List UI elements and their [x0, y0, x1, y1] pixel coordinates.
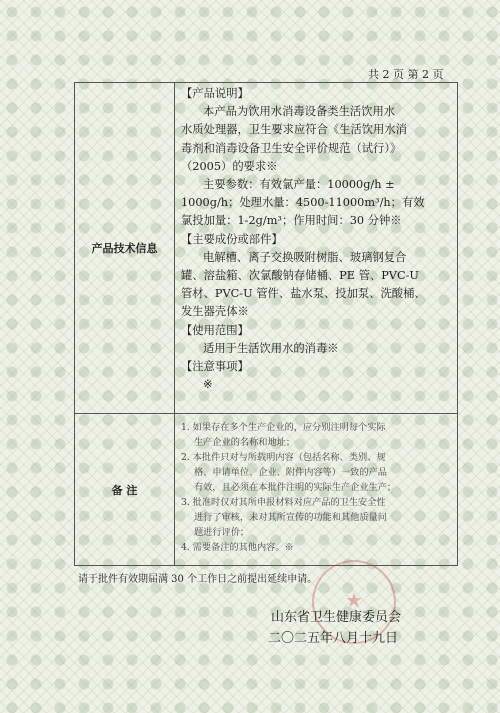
remark-line: 生产企业的名称和地址；	[194, 437, 296, 448]
product-info-label: 产品技术信息	[75, 83, 175, 413]
product-description-line: （2005）的要求※	[181, 159, 278, 173]
components-line: 电解槽、离子交换吸附树脂、玻璃钢复合	[203, 250, 407, 264]
remark-line: 进行了审核，未对其所宣传的功能和其他质量问	[194, 512, 387, 523]
section-heading-precautions: 【注意事项】	[181, 360, 249, 374]
section-heading-components: 【主要成份或部件】	[181, 232, 283, 246]
section-heading-product-description: 【产品说明】	[181, 87, 249, 100]
remark-line: 3. 批准时仅对其所申报材料对应产品的卫生安全性	[181, 497, 386, 508]
product-info-content	[175, 83, 457, 413]
main-parameters-line: 1000g/h；处理水量：4500-11000m³/h；有效	[181, 196, 425, 210]
product-description-line: 水质处理器，卫生要求应符合《生活饮用水消	[181, 123, 407, 137]
remark-line: 有效，且必须在本批件注明的实际生产企业生产；	[194, 482, 397, 493]
approval-info-table	[74, 82, 458, 566]
remarks-label: 备 注	[75, 414, 175, 565]
page-indicator: 共 2 页 第 2 页	[368, 68, 444, 81]
precautions-line: ※	[203, 378, 213, 392]
seal-star-icon: ★	[345, 588, 363, 612]
remark-line: 格、申请单位、企业、附件内容等）一致的产品	[194, 467, 387, 478]
components-line: 管材、PVC-U 管件、盐水泵、投加泵、洗酸桶、	[181, 287, 426, 301]
product-description-line: 本产品为饮用水消毒设备类生活饮用水	[203, 105, 396, 119]
main-parameters-line: 主要参数：有效氯产量：10000g/h ±	[203, 178, 395, 192]
section-heading-scope: 【使用范围】	[181, 323, 249, 337]
remark-line: 4. 需要备注的其他内容。※	[181, 542, 294, 553]
remark-line: 2. 本批件只对与所载明内容（包括名称、类别、规	[181, 452, 386, 463]
renewal-note: 请于批件有效期届满 30 个工作日之前提出延续申请。	[78, 574, 318, 585]
remark-line: 题进行评价；	[194, 527, 250, 538]
issue-date: 二〇二五年八月十九日	[268, 631, 399, 646]
components-line: 发生器壳体※	[181, 305, 249, 319]
components-line: 罐、溶盐箱、次氯酸钠存储桶、PE 管、PVC-U	[181, 269, 419, 283]
main-parameters-line: 氯投加量：1-2g/m³；作用时间：30 分钟※	[181, 214, 402, 228]
product-description-line: 毒剂和消毒设备卫生安全评价规范（试行）》	[181, 141, 402, 155]
scope-line: 适用于生活饮用水的消毒※	[203, 341, 339, 355]
remarks-row	[75, 414, 457, 565]
remarks-content	[175, 414, 457, 565]
remark-line: 1. 如果存在多个生产企业的，应分别注明每个实际	[181, 422, 386, 433]
issuing-organization: 山东省卫生健康委员会	[271, 610, 402, 625]
product-info-row	[75, 83, 457, 414]
